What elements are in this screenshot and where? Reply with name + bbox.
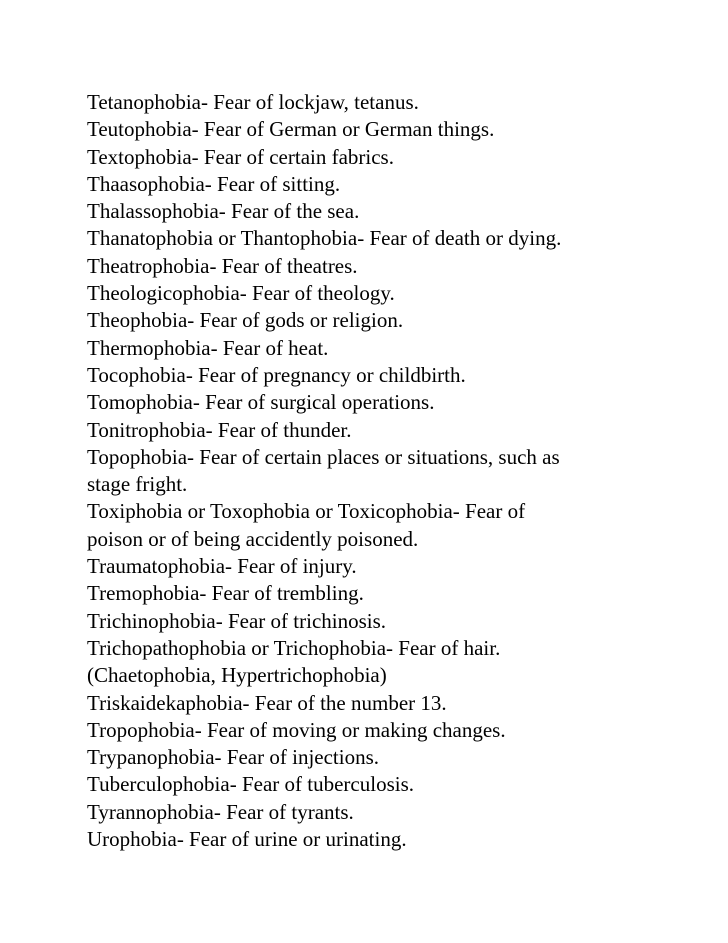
text-line: Trichopathophobia or Trichophobia- Fear of hair. (87, 635, 501, 660)
text-line: Thermophobia- Fear of heat. (87, 335, 329, 360)
text-line: (Chaetophobia, Hypertrichophobia) (87, 663, 387, 688)
text-line: Tomophobia- Fear of surgical operations. (87, 390, 435, 415)
text-line: poison or of being accidently poisoned. (87, 526, 419, 551)
text-line: Toxiphobia or Toxophobia or Toxicophobia- Fear of (87, 499, 526, 524)
text-line: Urophobia- Fear of urine or urinating. (87, 827, 407, 852)
text-line: Teutophobia- Fear of German or German things. (87, 117, 495, 142)
text-line: Traumatophobia- Fear of injury. (87, 554, 357, 579)
text-line: Theophobia- Fear of gods or religion. (87, 308, 404, 333)
text-line: Topophobia- Fear of certain places or situations, such as (87, 444, 560, 469)
text-line: Tetanophobia- Fear of lockjaw, tetanus. (87, 90, 419, 114)
text-line: Textophobia- Fear of certain fabrics. (87, 144, 394, 169)
text-line: Trypanophobia- Fear of injections. (87, 745, 380, 770)
phobia-list (87, 89, 647, 853)
text-line: Thanatophobia or Thantophobia- Fear of death or dying. (87, 226, 562, 251)
text-line: Tyrannophobia- Fear of tyrants. (87, 799, 354, 824)
text-line: stage fright. (87, 472, 188, 497)
text-line: Tocophobia- Fear of pregnancy or childbirth. (87, 362, 466, 387)
text-line: Trichinophobia- Fear of trichinosis. (87, 608, 387, 633)
text-line: Thaasophobia- Fear of sitting. (87, 171, 341, 196)
text-line: Tonitrophobia- Fear of thunder. (87, 417, 352, 442)
text-line: Tremophobia- Fear of trembling. (87, 581, 364, 606)
text-line: Theatrophobia- Fear of theatres. (87, 253, 358, 278)
text-line: Triskaidekaphobia- Fear of the number 13. (87, 690, 447, 715)
text-line: Theologicophobia- Fear of theology. (87, 281, 395, 306)
text-line: Tropophobia- Fear of moving or making changes. (87, 717, 506, 742)
text-line: Tuberculophobia- Fear of tuberculosis. (87, 772, 414, 797)
text-line: Thalassophobia- Fear of the sea. (87, 199, 360, 224)
